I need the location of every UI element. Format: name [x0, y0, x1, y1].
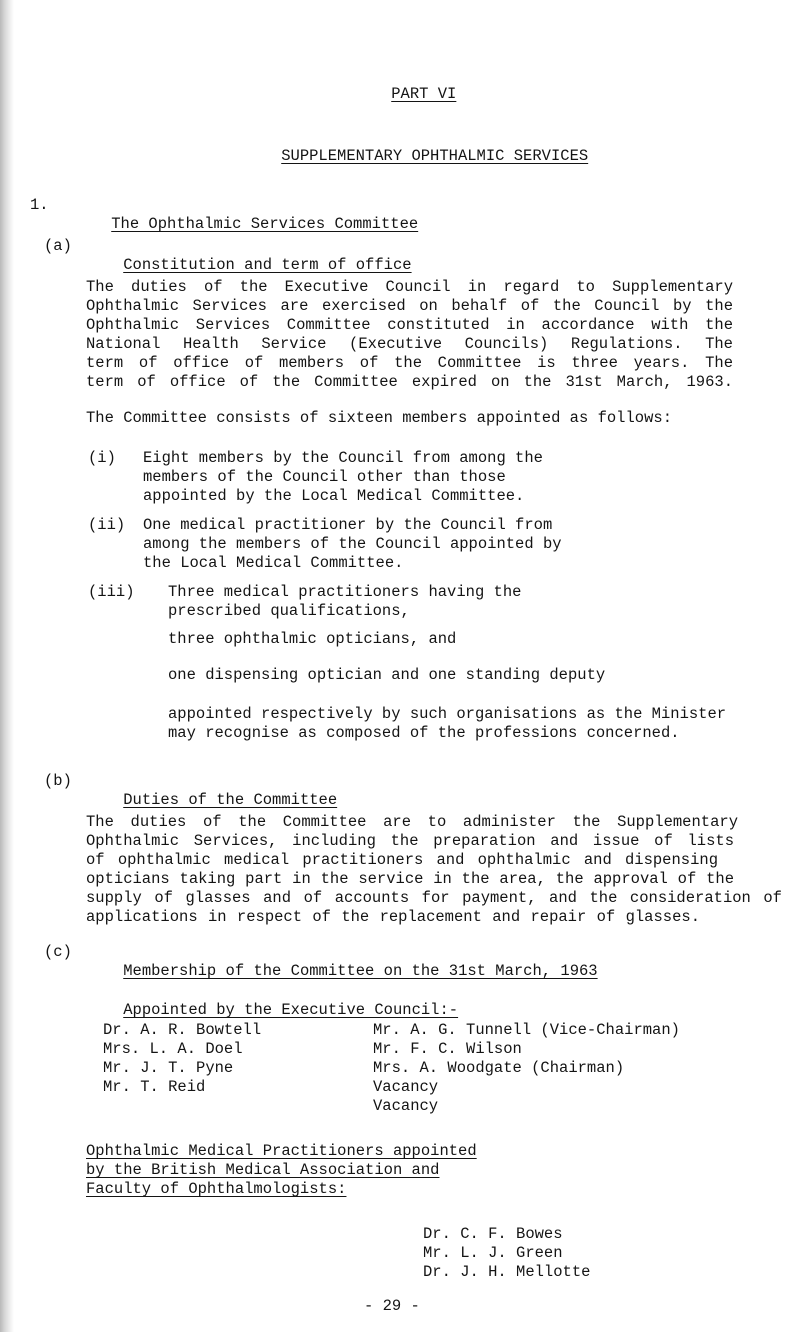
- part-heading-text: PART VI: [391, 85, 457, 103]
- paragraph-line: The duties of the Committee are to administer the Supplementary: [86, 813, 738, 831]
- member-name: Vacancy: [373, 1078, 439, 1096]
- paragraph-line: National Health Service (Executive Councils) Regulations. The: [86, 335, 733, 353]
- item-line: members of the Council other than those: [143, 468, 506, 486]
- paragraph-line: Ophthalmic Services are exercised on behalf of the Council by the: [86, 297, 733, 315]
- page-number: - 29 -: [364, 1297, 420, 1315]
- member-name: Dr. C. F. Bowes: [423, 1225, 563, 1243]
- paragraph-line: of ophthalmic medical practitioners and ophthalmic and dispensing: [86, 851, 718, 869]
- item-iii-text-3: one dispensing optician and one standing deputy: [168, 666, 606, 684]
- heading-line: Ophthalmic Medical Practitioners appointed: [86, 1142, 477, 1160]
- scan-binding-shadow: [0, 0, 14, 1332]
- paragraph-line: Ophthalmic Services Committee constituted in accordance with the: [86, 316, 733, 334]
- committee-composition-text: The Committee consists of sixteen members appointed as follows:: [86, 409, 672, 427]
- paragraph-line: term of office of members of the Committee is three years. The: [86, 354, 733, 372]
- heading-line: by the British Medical Association and: [86, 1161, 440, 1179]
- item-line: the Local Medical Committee.: [143, 554, 404, 572]
- document-title-text: SUPPLEMENTARY OPHTHALMIC SERVICES: [281, 147, 589, 165]
- subsection-a-label: (a): [44, 237, 72, 255]
- item-line: may recognise as composed of the professions concerned.: [168, 724, 680, 742]
- paragraph-line: opticians taking part in the service in the area, the approval of the: [86, 870, 734, 888]
- item-line: appointed respectively by such organisations as the Minister: [168, 705, 727, 723]
- constitution-paragraph: [86, 278, 733, 392]
- subsection-b-heading-text: Duties of the Committee: [123, 791, 338, 809]
- item-iii-label: (iii): [88, 583, 135, 601]
- part-heading: [354, 66, 456, 123]
- section-heading-text: The Ophthalmic Services Committee: [111, 215, 419, 233]
- subsection-b-label: (b): [44, 772, 72, 790]
- council-members-left: [103, 1021, 261, 1097]
- member-name: Vacancy: [373, 1097, 439, 1115]
- item-line: appointed by the Local Medical Committee.: [143, 487, 525, 505]
- item-iii-text-4: [168, 705, 726, 743]
- subsection-c-heading-text: Membership of the Committee on the 31st March, 1963: [123, 962, 598, 980]
- member-name: Dr. J. H. Mellotte: [423, 1263, 591, 1281]
- subsection-a-heading-text: Constitution and term of office: [123, 256, 412, 274]
- item-i-text: [143, 449, 543, 506]
- item-ii-text: [143, 516, 562, 573]
- member-name: Mr. T. Reid: [103, 1078, 206, 1096]
- item-line: Three medical practitioners having the: [168, 583, 522, 601]
- item-line: Eight members by the Council from among the: [143, 449, 543, 467]
- duties-paragraph: [86, 813, 782, 927]
- paragraph-line: term of office of the Committee expired on the 31st March, 1963.: [86, 373, 733, 391]
- item-iii-text-2: three ophthalmic opticians, and: [168, 630, 457, 648]
- paragraph-line: applications in respect of the replacement and repair of glasses.: [86, 908, 700, 926]
- paragraph-line: The duties of the Executive Council in regard to Supplementary: [86, 278, 733, 296]
- member-name: Mr. F. C. Wilson: [373, 1040, 522, 1058]
- paragraph-line: Ophthalmic Services, including the preparation and issue of lists: [86, 832, 734, 850]
- council-members-right: [373, 1021, 680, 1116]
- paragraph-line: supply of glasses and of accounts for payment, and the consideration of: [86, 889, 782, 907]
- member-name: Mr. A. G. Tunnell (Vice-Chairman): [373, 1021, 680, 1039]
- member-name: Mr. J. T. Pyne: [103, 1059, 234, 1077]
- member-name: Mrs. L. A. Doel: [103, 1040, 243, 1058]
- subsection-c-label: (c): [44, 943, 72, 961]
- appointed-by-council-heading-text: Appointed by the Executive Council:-: [123, 1001, 459, 1019]
- bma-appointed-heading: [86, 1142, 477, 1199]
- member-name: Mrs. A. Woodgate (Chairman): [373, 1059, 625, 1077]
- member-name: Dr. A. R. Bowtell: [103, 1021, 262, 1039]
- item-line: among the members of the Council appointed by: [143, 535, 562, 553]
- item-iii-text-1: [168, 583, 521, 621]
- item-line: One medical practitioner by the Council from: [143, 516, 553, 534]
- bma-members: [423, 1225, 590, 1282]
- member-name: Mr. L. J. Green: [423, 1244, 563, 1262]
- item-ii-label: (ii): [88, 516, 126, 534]
- section-number: 1.: [30, 196, 49, 214]
- heading-line: Faculty of Ophthalmologists:: [86, 1180, 347, 1198]
- document-title: [244, 128, 588, 185]
- item-i-label: (i): [88, 449, 116, 467]
- item-line: prescribed qualifications,: [168, 602, 410, 620]
